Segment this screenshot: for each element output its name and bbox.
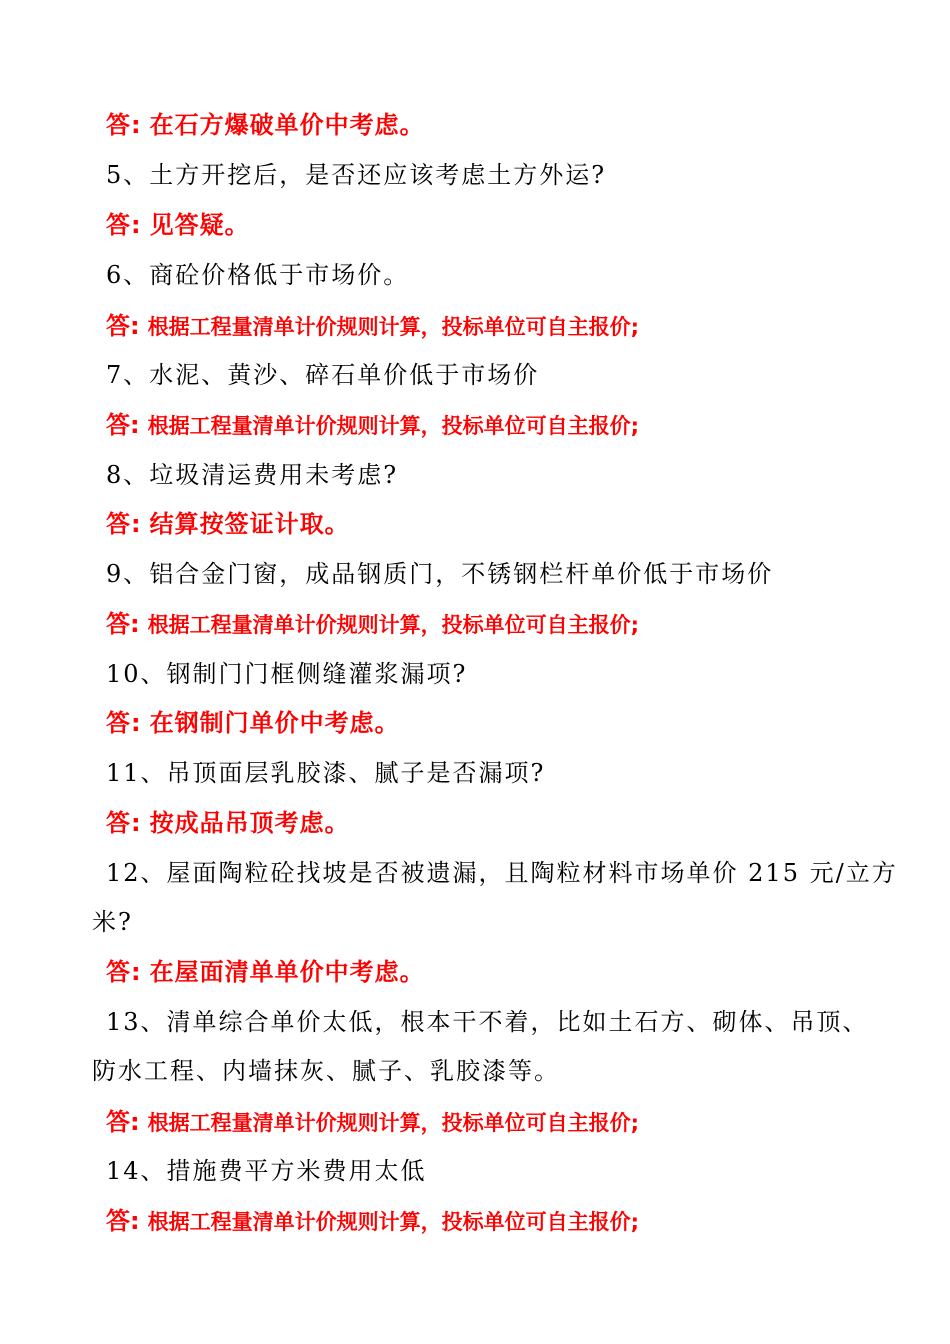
answer-label: 答: [106, 809, 142, 837]
question-line: 14、措施费平方米费用太低 [106, 1157, 427, 1185]
answer-line [92, 1110, 639, 1134]
answer-line [92, 113, 425, 137]
answer-line [92, 612, 639, 636]
answer-label: 答: [106, 211, 142, 239]
question-line: 13、清单综合单价太低，根本干不着，比如土石方、砌体、吊顶、 [106, 1008, 869, 1036]
answer-line [92, 413, 639, 437]
question-line: 10、钢制门门框侧缝灌浆漏项? [106, 660, 468, 688]
question-line: 8、垃圾清运费用未考虑? [106, 461, 399, 489]
question-continuation: 米? [92, 908, 133, 936]
answer-label: 答: [106, 411, 140, 439]
answer-text: 在钢制门单价中考虑。 [149, 709, 400, 737]
answer-line [92, 314, 639, 338]
answer-line [92, 811, 350, 835]
answer-label: 答: [106, 1207, 140, 1235]
answer-text: 根据工程量清单计价规则计算，投标单位可自主报价; [147, 414, 640, 438]
answer-label: 答: [106, 610, 140, 638]
answer-label: 答: [106, 709, 142, 737]
question-line: 6、商砼价格低于市场价。 [106, 261, 410, 289]
answer-text: 在屋面清单单价中考虑。 [149, 958, 425, 986]
answer-text: 根据工程量清单计价规则计算，投标单位可自主报价; [147, 315, 640, 339]
answer-text: 按成品吊顶考虑。 [149, 809, 350, 837]
answer-text: 在石方爆破单价中考虑。 [149, 111, 425, 139]
answer-label: 答: [106, 111, 142, 139]
answer-line [92, 213, 250, 237]
answer-line [92, 1209, 639, 1233]
answer-text: 根据工程量清单计价规则计算，投标单位可自主报价; [147, 1111, 640, 1135]
question-line: 5、土方开挖后，是否还应该考虑土方外运? [106, 161, 607, 189]
answer-label: 答: [106, 312, 140, 340]
answer-text: 根据工程量清单计价规则计算，投标单位可自主报价; [147, 1210, 640, 1234]
answer-text: 根据工程量清单计价规则计算，投标单位可自主报价; [147, 613, 640, 637]
answer-line [92, 960, 425, 984]
answer-label: 答: [106, 510, 142, 538]
question-continuation: 防水工程、内墙抹灰、腻子、乳胶漆等。 [92, 1057, 560, 1085]
question-line: 9、铝合金门窗，成品钢质门，不锈钢栏杆单价低于市场价 [106, 560, 774, 588]
answer-label: 答: [106, 958, 142, 986]
answer-text: 结算按签证计取。 [149, 510, 350, 538]
question-line: 11、吊顶面层乳胶漆、腻子是否漏项? [106, 759, 546, 787]
answer-label: 答: [106, 1108, 140, 1136]
answer-line [92, 711, 400, 735]
answer-line [92, 512, 350, 536]
answer-text: 见答疑。 [149, 211, 250, 239]
question-line: 12、屋面陶粒砼找坡是否被遗漏，且陶粒材料市场单价 215 元/立方 [106, 859, 898, 887]
question-line: 7、水泥、黄沙、碎石单价低于市场价 [106, 361, 540, 389]
